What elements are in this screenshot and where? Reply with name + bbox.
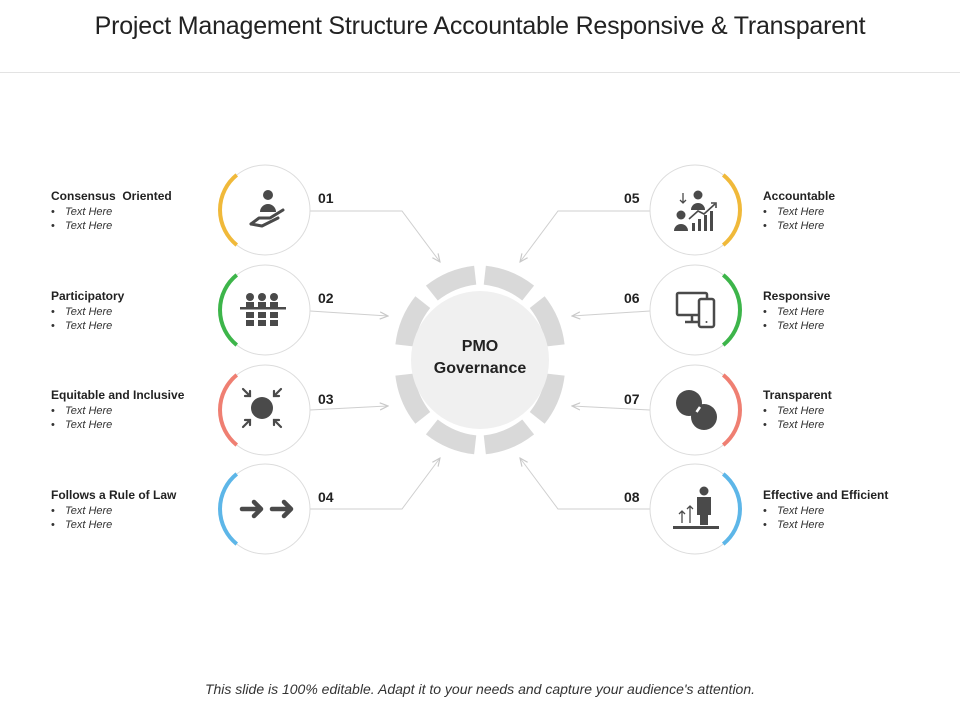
bullet-item: • Text Here xyxy=(51,205,226,219)
connector-02 xyxy=(310,311,388,316)
bullet-item: • Text Here xyxy=(763,518,938,532)
bullet-item: • Text Here xyxy=(763,205,938,219)
bullet-item: • Text Here xyxy=(763,319,938,333)
label-block-05 xyxy=(763,189,938,233)
connector-05 xyxy=(520,211,650,262)
item-number-05: 05 xyxy=(624,190,640,206)
label-title: Equitable and Inclusive xyxy=(51,388,185,402)
label-block-03 xyxy=(51,388,226,432)
label-title: Consensus Oriented xyxy=(51,189,172,203)
center-line-1: PMO xyxy=(461,338,499,355)
connector-06 xyxy=(572,311,650,316)
bullet-item: • Text Here xyxy=(763,305,938,319)
item-number-04: 04 xyxy=(318,489,334,505)
item-circle-06[interactable] xyxy=(650,265,740,355)
bullet-item: • Text Here xyxy=(763,404,938,418)
item-circle-01[interactable] xyxy=(220,165,310,255)
item-circle-08[interactable] xyxy=(650,464,740,554)
item-circle-03[interactable] xyxy=(220,365,310,455)
bullet-item: • Text Here xyxy=(51,319,226,333)
item-number-03: 03 xyxy=(318,391,334,407)
bullet-item: • Text Here xyxy=(763,418,938,432)
item-number-08: 08 xyxy=(624,489,640,505)
center-label xyxy=(410,336,550,380)
label-title: Follows a Rule of Law xyxy=(51,488,177,502)
connector-01 xyxy=(310,211,440,262)
bullet-item: • Text Here xyxy=(763,219,938,233)
bullet-item: • Text Here xyxy=(51,504,226,518)
label-block-04 xyxy=(51,488,226,532)
center-line-2: Governance xyxy=(433,360,527,377)
slide-title: Project Management Structure Accountable Responsive & Transparent xyxy=(94,12,866,40)
label-block-07 xyxy=(763,388,938,432)
label-block-01 xyxy=(51,189,226,233)
label-title: Responsive xyxy=(763,289,831,303)
bullet-item: • Text Here xyxy=(51,404,226,418)
item-number-01: 01 xyxy=(318,190,334,206)
label-title: Transparent xyxy=(763,388,832,402)
label-block-02 xyxy=(51,289,226,333)
bullet-item: • Text Here xyxy=(51,305,226,319)
bullet-item: • Text Here xyxy=(51,219,226,233)
bullet-item: • Text Here xyxy=(763,504,938,518)
label-block-08 xyxy=(763,488,938,532)
item-circle-05[interactable] xyxy=(650,165,740,255)
label-block-06 xyxy=(763,289,938,333)
label-title: Effective and Efficient xyxy=(763,488,889,502)
bullet-item: • Text Here xyxy=(51,518,226,532)
item-circle-02[interactable] xyxy=(220,265,310,355)
label-title: Accountable xyxy=(763,189,836,203)
item-number-06: 06 xyxy=(624,290,640,306)
item-circle-04[interactable] xyxy=(220,464,310,554)
bullet-item: • Text Here xyxy=(51,418,226,432)
label-title: Participatory xyxy=(51,289,125,303)
footer-note: This slide is 100% editable. Adapt it to your needs and capture your audience's attention. xyxy=(204,681,756,697)
item-number-07: 07 xyxy=(624,391,640,407)
item-circle-07[interactable] xyxy=(650,365,740,455)
item-number-02: 02 xyxy=(318,290,334,306)
